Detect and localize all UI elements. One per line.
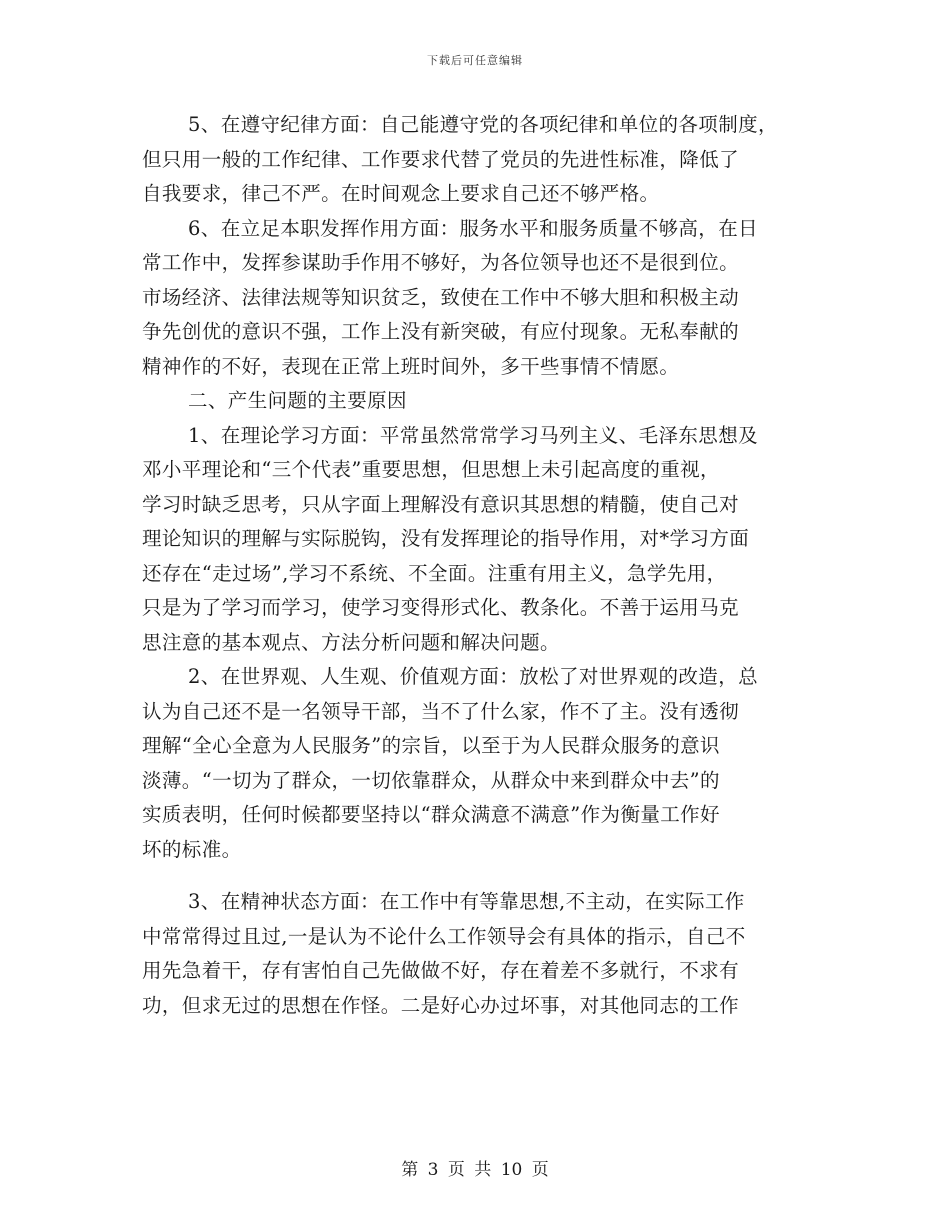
paragraph-line: 学习时缺乏思考，只从字面上理解没有意识其思想的精髓，使自己对	[142, 492, 740, 516]
paragraph-line: 功，但求无过的思想在作怪。二是好心办过坏事，对其他同志的工作	[142, 993, 740, 1017]
paragraph-line: 坏的标准。	[142, 837, 242, 861]
paragraph-line: 6、在立足本职发挥作用方面：服务水平和服务质量不够高，在日	[188, 216, 759, 240]
paragraph-line: 精神作的不好，表现在正常上班时间外，多干些事情不情愿。	[142, 354, 680, 378]
paragraph-line: 1、在理论学习方面：平常虽然常常学习马列主义、毛泽东思想及	[188, 423, 759, 447]
paragraph-line: 实质表明，任何时候都要坚持以“群众满意不满意”作为衡量工作好	[142, 803, 720, 826]
paragraph-line: 理解“全心全意为人民服务”的宗旨，以至于为人民群众服务的意识	[142, 734, 720, 757]
paragraph-line: 市场经济、法律法规等知识贫乏，致使在工作中不够大胆和积极主动	[142, 285, 740, 309]
section-heading: 二、产生问题的主要原因	[188, 389, 407, 412]
paragraph-line: 邓小平理论和“三个代表”重要思想，但思想上未引起高度的重视，	[142, 458, 720, 481]
paragraph-gap	[142, 867, 814, 885]
paragraph-line: 淡薄。“一切为了群众，一切依靠群众，从群众中来到群众中去”的	[142, 768, 720, 792]
paragraph-line: 只是为了学习而学习，使学习变得形式化、教条化。不善于运用马克	[142, 596, 740, 619]
document-body	[142, 108, 814, 1023]
paragraph-line: 但只用一般的工作纪律、工作要求代替了党员的先进性标准，降低了	[142, 147, 740, 171]
paragraph-line: 认为自己还不是一名领导干部，当不了什么家，作不了主。没有透彻	[142, 699, 740, 723]
paragraph-line: 2、在世界观、人生观、价值观方面：放松了对世界观的改造，总	[188, 665, 759, 688]
paragraph-line: 3、在精神状态方面：在工作中有等靠思想,不主动，在实际工作	[188, 890, 745, 913]
paragraph-line: 用先急着干，存有害怕自己先做做不好，存在着差不多就行，不求有	[142, 959, 740, 982]
header-note: 下载后可任意编辑	[427, 54, 523, 67]
paragraph-line: 理论知识的理解与实际脱钩，没有发挥理论的指导作用，对*学习方面	[142, 527, 750, 550]
paragraph-line: 5、在遵守纪律方面：自己能遵守党的各项纪律和单位的各项制度，	[188, 113, 778, 136]
paragraph-line: 常工作中，发挥参谋助手作用不够好，为各位领导也还不是很到位。	[142, 251, 740, 274]
page-number: 第 3 页 共 10 页	[401, 1160, 549, 1180]
paragraph-line: 还存在“走过场”,学习不系统、不全面。注重有用主义，急学先用，	[142, 561, 727, 585]
paragraph-line: 自我要求，律己不严。在时间观念上要求自己还不够严格。	[142, 182, 660, 205]
paragraph-line: 争先创优的意识不强，工作上没有新突破，有应付现象。无私奉献的	[142, 320, 740, 343]
paragraph-line: 思注意的基本观点、方法分析问题和解决问题。	[142, 630, 560, 654]
paragraph-line: 中常常得过且过,一是认为不论什么工作领导会有具体的指示，自己不	[142, 924, 746, 948]
